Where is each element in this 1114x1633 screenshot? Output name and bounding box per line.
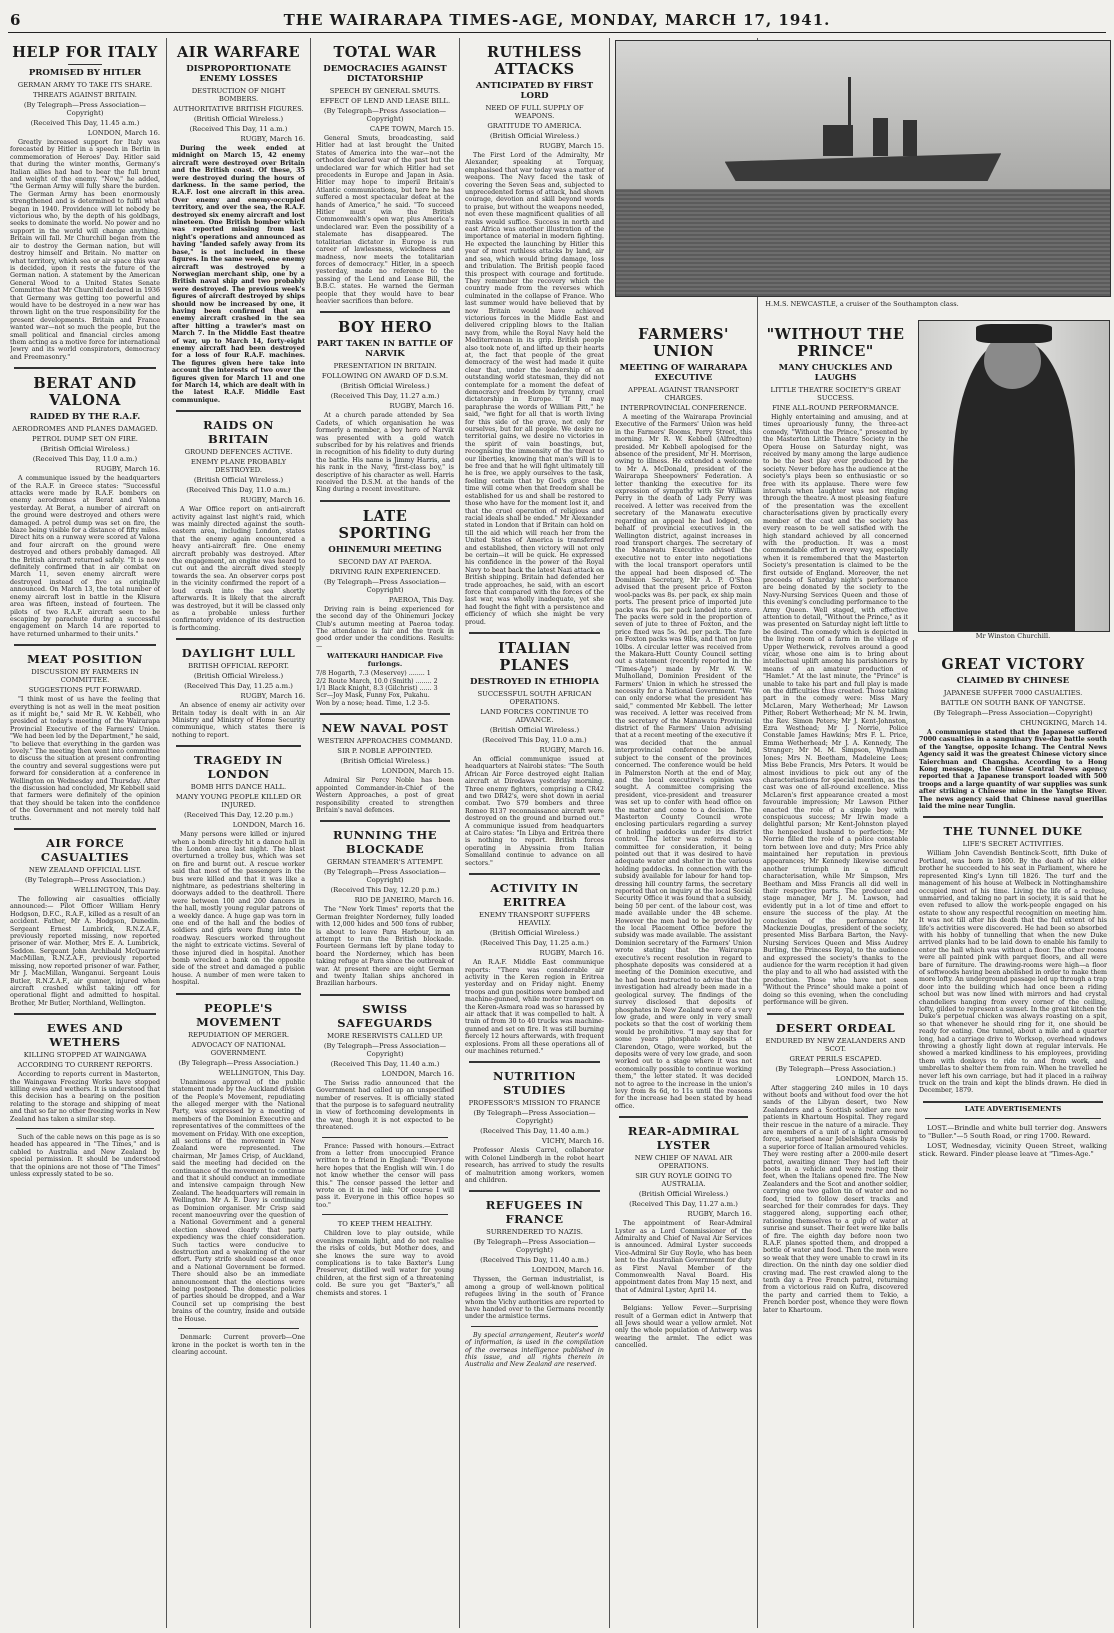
- subheadline: KILLING STOPPED AT WAINGAWA: [23, 1051, 147, 1060]
- credit-line: (By Telegraph—Press Association—Copyright): [473, 1238, 596, 1255]
- column-2: [172, 38, 305, 1628]
- article-peoples-movement: [172, 1001, 305, 1357]
- article-body: The "New York Times" reports that the German freighter Norderney, fully loaded with 12,000 hides and 500 tons of rubber, is about to leave Para Harbour, in an attempt to run the British blockade. Fourteen Germans left by plane today to board the Norderney, which has been taking refuge at Para since the outbreak of war. At present there are eight German and twenty Italian ships anchored in Brazilian harbours.: [316, 906, 454, 988]
- column-rule: [913, 640, 914, 1628]
- article-body: Greatly increased support for Italy was forecasted by Hitler in a speech in Berlin in commemoration of Heroes' Day. Hitler said that during the winter months, Germany's Italian allies had had to bear the full brunt and weight of the enemy. "Now," he added, "the German Army will fully share the burden. The German Army has been enormously strengthened and is determined to fulfil what began in 1940. Providence will let nobody be victorious who, by the depth of his goldbags, seeks to dominate the world. No power and no support in the world will change anything. Britain will fall. Mr Churchill began from the air to destroy the German nation, but will destroy himself and Britain. No matter on what territory, which sea or air space this war is decided, upon it rests the future of the German nation. A statement by the American General Wood to a United States Senate Committee that Mr Churchill declared in 1936 that Germany was getting too powerful and would have to be destroyed in a new war has thrown light on the true responsibility for the present developments. Britain and France wanted war—not so much the people, but the small political and financial circles among them acting as a motive force for international Jewry and its world conspirators, democracy and Freemasonry.": [10, 139, 160, 361]
- credit-line: (By Telegraph—Press Association—Copyright): [323, 107, 447, 123]
- subheadline: SECOND DAY AT PAEROA.: [338, 557, 432, 566]
- photo-caption: H.M.S. NEWCASTLE, a cruiser of the Southampton class.: [765, 300, 959, 308]
- notice-text: By special arrangement, Reuter's world of information, is used in the compilation of the overseas intelligence published in this issue, and all rights therein in Australia and New Zealand are reserved.: [465, 1331, 604, 1369]
- dateline: CAPE TOWN, March 15.: [369, 125, 454, 133]
- credit-line: (British Official Wireless.): [638, 1190, 729, 1199]
- article-italian-planes: [465, 640, 604, 867]
- article-tunnel-duke: [919, 824, 1107, 1094]
- subheadline: NEW ZEALAND OFFICIAL LIST.: [28, 866, 142, 875]
- received-line: (Received This Day, 11.0 a.m.): [186, 486, 291, 495]
- subheadline: SURRENDERED TO NAZIS.: [486, 1228, 583, 1237]
- divider: [176, 993, 301, 995]
- dateline: CHUNGKING, March 14.: [1020, 719, 1107, 727]
- subheadline: WESTERN APPROACHES COMMAND.: [317, 737, 453, 746]
- article-activity-in-eritrea: [465, 881, 604, 1055]
- article-body: An absence of enemy air activity over Britain today is dealt with in an Air Ministry and Ministry of Home Security communique, which states there is nothing to report.: [172, 702, 305, 739]
- article-nutrition-studies: [465, 1069, 604, 1184]
- headline: GREAT VICTORY: [941, 656, 1085, 673]
- subheadline: PROMISED BY HITLER: [28, 68, 142, 78]
- subheadline: SUGGESTIONS PUT FORWARD.: [28, 686, 142, 695]
- ship-mast: [848, 77, 851, 128]
- article-refugees-in-france: [465, 1198, 604, 1368]
- divider: [178, 1328, 299, 1329]
- credit-line: (British Official Wireless.): [40, 445, 130, 454]
- article-body: The following air casualties officially announced:— Pilot Officer William Henry Hodgson, D.F.C., R.A.F., killed as a result of an accident. Father, Mr A. Hodgson, Dunedin. Sergeant Ernest Lumbrick, R.N.Z.A.F., previously reported missing, now reported prisoner of war. Mother, Mrs E. A. Lumbrick, Seddon. Sergeant John Archibald McQuarrie MacMillan, R.N.Z.A.F., previously reported missing, now reported prisoner of war. Father, Mr J. MacMillan, Wanganui. Sergeant Louis Butler, R.N.Z.A.F., air gunner, injured when aircraft crashed whilst taking off for operational flight and admitted to hospital. Brother, Mr Butler, Northland, Wellington.: [10, 896, 160, 1007]
- headline: THE TUNNEL DUKE: [943, 824, 1083, 839]
- dateline: RUGBY, March 16.: [95, 465, 160, 474]
- headline: DESERT ORDEAL: [775, 1020, 896, 1035]
- subheadline: BATTLE ON SOUTH BANK OF YANGTSE.: [940, 699, 1086, 707]
- received-line: (Received This Day, 11.0 a.m.): [32, 455, 138, 464]
- credit-line: (By Telegraph—Press Association—Copyright): [473, 1109, 596, 1126]
- subheadline: GREAT PERILS ESCAPED.: [789, 1054, 882, 1063]
- divider: [176, 410, 301, 412]
- article-body: A communique stated that the Japanese suffered 7000 casualties in a sanguinary five-day battle south of the Yangtse, opposite Ichang. The Central News Agency said it was the greatest Chinese victory since Taierchuan and Changsha. According to a Hong Kong message, the Chinese Central News agency reported that a Japanese transport loaded with 500 troops and a large quantity of war supplies was sunk after striking a Chinese mine in the Yangtse River. The news agency said that Chinese naval guerillas laid the mine near Tunglin.: [919, 729, 1107, 811]
- divider: [925, 1118, 1101, 1119]
- divider: [767, 1013, 904, 1015]
- subheadline: DRIVING RAIN EXPERIENCED.: [329, 567, 441, 576]
- divider: [14, 828, 156, 830]
- headline: FARMERS' UNION: [638, 326, 729, 360]
- article-body: A War Office report on anti-aircraft activity against last night's raid, which was mainly directed against the south-eastern area, including London, states that the enemy again encountered a heavy anti-aircraft fire. One enemy aircraft probably was destroyed. After the engagement, an engine was heard to cut out and the aircraft dived steeply towards the sea. An observer corps post in the vicinity confirmed the report of a loud crash into the sea shortly afterwards. It is likely that the aircraft was destroyed, but it will be classed only as a probable unless further confirmatory evidence of its destruction is forthcoming.: [172, 506, 305, 632]
- subheadline: AERODROMES AND PLANES DAMAGED.: [12, 425, 158, 434]
- received-line: (Received This Day, 11.40 a.m.): [480, 1256, 589, 1265]
- article-ruthless-attacks: [465, 44, 604, 626]
- article-body: Admiral Sir Percy Noble has been appointed Commander-in-Chief of the Western Approaches, a post of great responsibility created to strengthen Britain's naval defences.: [316, 777, 454, 814]
- received-line: (Received This Day, 11.25 a.m.): [480, 939, 589, 948]
- photo-sea: [616, 189, 1110, 296]
- credit-line: (By Telegraph—Press Association—Copyright): [323, 577, 447, 594]
- credit-line: (British Official Wireless.): [193, 115, 284, 123]
- subheadline: ACCORDING TO CURRENT REPORTS.: [17, 1061, 153, 1070]
- received-line: (Received This Day, 11.45 a.m.): [30, 119, 140, 127]
- subheadline: SPEECH BY GENERAL SMUTS.: [329, 87, 441, 95]
- ship-photo: [615, 40, 1111, 297]
- subheadline: SIR GUY ROYLE GOING TO AUSTRALIA.: [635, 1172, 732, 1189]
- credit-line: (By Telegraph—Press Association—Copyright): [323, 868, 447, 885]
- subheadline: PART TAKEN IN BATTLE OF NARVIK: [316, 339, 454, 360]
- article-body: The Swiss radio announced that the Government had called up an unspecified number of reserves. It is officially stated that the purpose is to safeguard neutrality in view of forthcoming developments in the war, though it is not expected to be threatened.: [316, 1079, 454, 1132]
- credit-line: (British Official Wireless.): [340, 757, 430, 766]
- column-rule: [166, 38, 167, 1628]
- article-body: William John Cavendish Bentinck-Scott, fifth Duke of Portland, was born in 1800. By the death of his elder brother he succeeded to his seat in Parliament, where he represented King's Lynn till 1826. The turf and the management of his house at Welbeck in Nottinghamshire occupied most of his time. Living the life of a recluse, unmarried, and taking no part in society, it is said that he even refused to allow the work-people engaged on his estate to show any respectful recognition on meeting him. It was not till after his death that the full extent of his life's activities were discovered. He had been so absorbed with his hobby of tunnelling that when the new Duke arrived planks had to be laid down to enable his family to enter the hall which was without a floor. The other rooms were all painted pink with parquet floors, and all were bare of furniture. The drawing-rooms were high—a floor of softwoods having been abolished in order to make them more lofty. An underground passage led up through a trap door into the building which had once been a riding school but was now lined with mirrors and had crystal chandeliers hanging from every corner of the ceiling, lofty, gilded to represent a sunset. In the great kitchen the Duke's perpetual chicken was always roasting on a spit, so that whenever he should ring for it, one should be ready for eating. One tunnel, about a mile and a quarter long, had a carriage drive to Worksop, overhead windows throwing a ghostly light down at regular intervals. He showed a marked kindliness to his employees, providing them with donkeys to ride to and from work, and umbrellas to shelter them from rain. When he travelled he never left his own carriage, but had it placed in a railway truck on the train and kept the blinds drawn. He died in December, 1879.: [919, 850, 1107, 1095]
- headline: TOTAL WAR: [333, 44, 437, 61]
- article-new-naval-post: [316, 721, 454, 814]
- credit-line: (British Official Wireless.): [340, 382, 430, 391]
- headline: MEAT POSITION: [27, 652, 143, 667]
- late-advertisements: [919, 1105, 1107, 1158]
- subheadline: EFFECT OF LEND AND LEASE BILL.: [319, 97, 451, 105]
- dateline: RIO DE JANEIRO, March 16.: [354, 896, 454, 905]
- notice-text: Such of the cable news on this page as is so headed has appeared in "The Times," and is cabled to Australia and New Zealand by special permission. It should be understood that the opinions are not those of "The Times" unless expressly stated to be so.: [10, 1133, 160, 1178]
- page-number: 6: [10, 11, 21, 29]
- article-air-warfare: [172, 44, 305, 404]
- article-swiss-safeguards: [316, 1002, 454, 1297]
- article-body: A communique issued by the headquarters of the R.A.F. in Greece states: "Successful attacks were made by R.A.F. bombers on enemy aerodromes at Berat and Valona yesterday. At Berat, a number of aircraft on the ground were destroyed and others were damaged. A petrol dump was set on fire, the blaze being visible for a distance of fifty miles. Direct hits on a runway were scored at Valona and four aircraft on the ground were destroyed and others probably damaged. All the British aircraft returned safely. "It is now definitely confirmed that in air combat on March 11, seven enemy aircraft were destroyed instead of five as originally announced. On March 13, the total number of enemy aircraft lost in battle in the Klisura area was fifteen, instead of fourteen. The pilots of two R.A.F. aircraft seen to be escaping by parachute during a successful engagement on March 14 are reported to have returned unharmed to their units.": [10, 475, 160, 638]
- article-raids-on-britain: [172, 418, 305, 632]
- divider: [621, 1299, 746, 1300]
- credit-line: (British Official Wireless.): [489, 726, 580, 734]
- subheadline: THREATS AGAINST BRITAIN.: [33, 91, 137, 99]
- received-line: (Received This Day, 11.25 a.m.): [184, 682, 293, 691]
- dateline: RUGBY, March 16.: [539, 746, 604, 754]
- divider: [619, 1116, 748, 1118]
- divider: [14, 1013, 156, 1015]
- subheadline: ADVOCACY OF NATIONAL GOVERNMENT.: [191, 1040, 286, 1057]
- photo-caption: Mr Winston Churchill.: [975, 632, 1051, 640]
- figure-hat: [976, 324, 1052, 343]
- dateline: LONDON, March 15.: [381, 767, 454, 776]
- article-great-victory: [919, 656, 1107, 810]
- subheadline: BRITISH OFFICIAL REPORT.: [188, 662, 289, 671]
- article-body: During the week ended at midnight on March 15, 42 enemy aircraft were destroyed over Britain and the British coast. Of these, 35 were destroyed during the hours of darkness. In the same period, the R.A.F. lost one aircraft in this area. Over enemy and enemy-occupied territory, and over the sea, the R.A.F. destroyed six enemy aircraft and lost nineteen. One British bomber which was reported missing from last night's operations and announced as having "landed safely away from its base," is not included in these figures. In the same week, one enemy aircraft was destroyed by a Norwegian merchant ship, one by a British naval ship and two probably were destroyed. The previous week's figures of aircraft destroyed by ships should now be increased by one, it having been confirmed that an enemy aircraft crashed in the sea after hitting a trawler's mast on March 7. In the Middle East theatre of war, up to March 14, forty-eight enemy aircraft had been destroyed for a loss of four R.A.F. machines. The figures given here take into account the interests of two over the figures given for March 11 and one for March 14, which are dealt with in the latest R.A.F. Middle East communique.: [172, 145, 305, 404]
- subheadline: PETROL DUMP SET ON FIRE.: [32, 435, 138, 444]
- divider: [469, 632, 600, 634]
- divider: [320, 820, 450, 822]
- dateline: LONDON, March 16.: [232, 821, 305, 830]
- article-body: The First Lord of the Admiralty, Mr Alexander, speaking at Torquay, emphasised that war today was a matter of weapons. The Navy faced the task of covering the Seven Seas and, subjected to unprecedented forms of attack, had shown courage, devotion and skill beyond words to praise, but without the weapons needed, not even these magnificent qualities of all ranks would suffice. Success in north and east Africa was another illustration of the importance of material in modern fighting. He expected the launching by Hitler this year of most ruthless attacks by land, air and sea, which would bring damage, loss and tribulation. The British people faced this prospect with courage and fortitude. They remember the recovery which the country made from the reverses which culminated in the collapse of France. Who last summer would have believed that by now Britain would have achieved victorious forces in the Middle East and delivered crippling blows to the Italian navy from, while the Royal Navy held the Mediterranean in its grip. British people also took note of, and lifted up their hearts at, the fact that people of the great democracy of the west had made it quite clear that, under the leadership of an outstanding world statesman, they did not contemplate for a moment the defeat of democracy and freedom by tyranny, cruel dictatorship in Europe. "If I may paraphrase the words of William Pitt," he said, "we fight for all that is worth living for this side of the grave, not only for ourselves, but for all people. We desire no territorial gains, we desire no victories in the spirit of vain boastings, but, recognising the immensity of the threat to our liberties, knowing that man's will is to be free and that he will fight ultimately till he is free, we apply ourselves to the task, feeling certain that by God's grace the time will come when that freedom shall be established for us and shall be restored to those who have for the moment lost it, and that the cruel operation of religious and racial ideals shall be ended." Mr Alexander stated in London that if Britain can hold on till the aid which will reach her from the United States of America is transferred and established, then victory will not only be certain—it will be quick. He expressed his confidence in the power of the Royal Navy to beat back the latest Nazi attack on British shipping. Britain had defended her trade approaches, he said, with an escort force that compared with the forces of the last war, was wholly inadequate, yet she had fought the fight with a persistence and efficiency of which she might be very proud.: [465, 152, 604, 626]
- article-body: Thyssen, the German industrialist, is among a group of well-known political refugees living in the south of France whom the Vichy authorities are reported to have handed over to the Germans recently under the armistice terms.: [465, 1276, 604, 1321]
- dateline: RUGBY, March 16.: [240, 496, 305, 505]
- credit-line: (British Official Wireless.): [489, 132, 580, 140]
- headline: RAIDS ON BRITAIN: [203, 418, 274, 447]
- headline: BOY HERO: [338, 319, 432, 337]
- race-title: WAITEKAURI HANDICAP. Five furlongs.: [327, 652, 443, 669]
- headline: HELP FOR ITALY: [12, 44, 158, 61]
- divider: [469, 873, 600, 875]
- race-margin: Won by a nose; head. Time, 1.2 3-5.: [316, 699, 430, 707]
- divider: [322, 1137, 448, 1138]
- masthead-title: THE WAIRARAPA TIMES-AGE, MONDAY, MARCH 17, 1941.: [283, 11, 831, 29]
- headline: AIR WARFARE: [176, 44, 301, 61]
- subheadline: LIFE'S SECRET ACTIVITIES.: [962, 840, 1064, 849]
- dateline: RUGBY, March 16.: [389, 402, 454, 411]
- column-rule: [310, 38, 311, 1628]
- received-line: (Received This Day, 11.40 a.m.): [330, 1059, 440, 1068]
- headline: RUTHLESS ATTACKS: [486, 44, 583, 78]
- headline: NEW NAVAL POST: [321, 721, 449, 736]
- advert-body: Children love to play outside, while evenings remain light, and do not realise the risks of colds, but Mother does, and she knows the sure way to avoid complications is to take Baxter's Lung Preserver, distilled well water for young children, at the first sign of a threatening cold. Be sure you get "Baxter's," all chemists and stores. 1: [316, 1230, 454, 1297]
- article-body: Unanimous approval of the public statement made by the Auckland division of the People's Movement, repudiating the alleged merger with the National Party, was expressed by a meeting of members of the Dominion Executive and representatives of the committees of the movement on Friday. With one exception, all sections of the movement in New Zealand were represented. The chairman, Mr James Crisp, of Auckland, said the meeting had decided on the continuance of the movement to continue and that it should conduct an immediate and intensive campaign through New Zealand. The headquarters will remain in Wellington. Mr A. E. Davy is continuing as Dominion organiser. Mr Crisp said recent manoeuvring over the question of a National Government and a general election showed clearly that party expediency was the chief consideration. Such tactics were conducive to destruction and a weakening of the war effort. Party strife should cease at once and a National Government be formed. There should also be an immediate announcement that the elections were being postponed. The domestic policies of parties should be dropped, and a War Council set up comprising the best brains of the country, inside and outside the House.: [172, 1078, 305, 1323]
- subheadline: MANY YOUNG PEOPLE KILLED OR INJURED.: [175, 793, 302, 810]
- article-desert-ordeal: [763, 1021, 908, 1315]
- article-meat-position: [10, 652, 160, 822]
- subheadline: DESTRUCTION OF NIGHT BOMBERS.: [191, 87, 286, 103]
- race-result: 2/2 Route March, 10.0 (Smith) ........ 2: [316, 677, 438, 685]
- divider: [14, 367, 156, 369]
- subheadline: CLAIMED BY CHINESE: [956, 676, 1070, 686]
- subheadline: MEETING OF WAIRARAPA EXECUTIVE: [619, 363, 748, 383]
- subheadline: FINE ALL-ROUND PERFORMANCE.: [772, 404, 899, 412]
- article-body: At a church parade attended by Sea Cadets, of which organisation he was formerly a member, a boy hero of Narvik was presented with a gold watch subscribed for by his relatives and friends in recognition of his fidelity to duty during the battle. His name is Jimmy Harris, and his rank in the Navy, "first-class boy," is descriptive of his character as well. Harris received the D.S.M. at the hands of the King during a recent investiture.: [316, 412, 454, 494]
- dateline: LONDON, March 16.: [381, 1069, 454, 1078]
- divider: [322, 1214, 448, 1215]
- ship-bridge: [823, 125, 853, 156]
- dateline: RUGBY, March 16.: [240, 692, 305, 701]
- column-4: [465, 38, 604, 1628]
- article-tragedy-in-london: [172, 753, 305, 987]
- filler-text: Belgians: Yellow Fever.—Surprising result of a German edict in Antwerp that all Jews should wear a yellow armlet. Not only the whole population of Antwerp was wearing the armlet. The edict was cancelled.: [615, 1305, 752, 1350]
- article-body: "I think most of us have the feeling that everything is not as well in the meat position as it might be," said Mr R. W. Kebbell, who presided at today's meeting of the Wairarapa Provincial Executive of the Farmers' Union. "We had been led by the Department," he said, "to believe that everything in the garden was lovely." The meeting then went into committee to discuss the situation at present confronting the country and several suggestions were put forward for consideration at a conference in Wellington on Wednesday and Thursday. After the discussion had concluded, Mr Kebbell said that farmers were definitely of the opinion that they should be taken into the confidence of the Government and not merely told half truths.: [10, 696, 160, 822]
- race-scratchings: Scr—Joy Mask, Funny Fox, Pukahu.: [316, 692, 430, 700]
- received-line: (Received This Day, 12.20 p.m.): [330, 886, 440, 895]
- subheadline: GRATITUDE TO AMERICA.: [487, 122, 582, 130]
- column-rule: [459, 38, 460, 1628]
- received-line: (Received This Day, 11.27 a.m.): [629, 1200, 738, 1209]
- article-body: An R.A.F. Middle East communique reports: "There was considerable air activity in the Keren region in Eritrea yesterday and on Friday night. Enemy troops and gun positions were bombed and machine-gunned, while motor transport on the Keren-Asmara road was so harassed by air attack that it was compelled to halt. A train of from 30 to 40 trucks was machine-gunned and set on fire. It was still burning fiercely 12 hours afterwards, with frequent explosions. From all these operations all of our machines returned.": [465, 959, 604, 1055]
- subheadline: ENEMY TRANSPORT SUFFERS HEAVILY.: [478, 911, 591, 928]
- article-body: After staggering 240 miles in 10 days without boots and without food over the hot sands of the Libyan desert, two New Zealanders and a Scottish soldier are now patients in Khartoum Hospital. They regard their rescue in the nature of a miracle. They are members of a unit of a light armoured force, surprised near Jebelshshara Oasis by a superior force of Italian armoured vehicles. They were resting after a 2000-mile desert patrol, awaiting dinner. They had left their boots in a vehicle and were resting their feet, when the Italians opened fire. The New Zealanders and the Scot and another soldier, carrying one two gallon tin of water and no food, tried to follow desert tracks and searched for their comrades for days. They staggered along, supporting each other, rationing themselves to a gulp of water at sunrise and sunset. Their feet were like balls of fire. The eighth day before noon two R.A.F. planes spotted them, and dropped a bottle of water and food. Then the men were so weak that they were unable to crawl in its direction. On the ninth day one soldier died craving mad. The rest crawled along to the tenth day a Free French patrol, returning from a victorious raid on Kufra, discovered the party and carried them to Tekio, a French border post, whence they were flown later to Khartoum.: [763, 1084, 908, 1314]
- headline: REAR-ADMIRAL LYSTER: [627, 1124, 740, 1153]
- ship-funnel: [903, 120, 918, 156]
- article-body: The appointment of Rear-Admiral Lyster as a Lord Commissioner of the Admiralty and Chief of Naval Air Services is announced. Admiral Lyster succeeds Vice-Admiral Sir Guy Royle, who has been lent to the Australian Government for duty as First Naval Member of the Commonwealth Naval Board. His appointment dates from May 15 next, and that of Admiral Lyster, April 14.: [615, 1220, 752, 1294]
- divider: [471, 1326, 598, 1327]
- divider: [320, 713, 450, 715]
- subheadline: DEMOCRACIES AGAINST DICTATORSHIP: [323, 64, 447, 84]
- subheadline: AUTHORITATIVE BRITISH FIGURES.: [173, 105, 304, 113]
- credit-line: (British Official Wireless.): [193, 476, 284, 485]
- dateline: LONDON, March 15.: [835, 1074, 908, 1083]
- article-help-for-italy: [10, 44, 160, 361]
- headline: ITALIAN PLANES: [497, 640, 571, 674]
- received-line: (Received This Day, 11.40 a.m.): [480, 1127, 589, 1136]
- article-body: Highly entertaining and amusing, and at times uproariously funny, the three-act comedy, "Without the Prince," presented by the Masterton Little Theatre Society in the Opera House on Saturday night, was received by many among the large audience to be the best play ever produced by the society. Never before has the audience at the society's plays been so enthusiastic or so free with its applause. There were few intervals when laughter was not ringing through the theatre. A most pleasing feature of the presentation was the excellent characterisations given by practically every member of the cast and the society has every reason to be well satisfied with the high standard achieved by all concerned with the production. It was a most commendable effort in every way, especially when it is remembered that the Masterton Society's presentation is claimed to be the first outside of England. Moreover, the net proceeds of Saturday night's performance are being donated by the society to the Navy-Nursing Services Queen and those of this evening's concluding performance to the Army Queen. Well staged, with effective attention to detail, "Without the Prince," as it was presented on Saturday night left little to be desired. The comedy which is depicted in the living room of a farm in the village of Upper Wetherwick, revolves around a good vicar, whose one aim is to bring about intellectual uplift among his parishioners by means of an amateur production of "Hamlet." At the last minute, the "Prince" is unable to take his part and full play is made on the difficulties thus created. Those taking part in the comedy were: Miss Mary McLaren, Mary Wetherhead; Mr Lawson Pither, Robert Wetherhead; Mr N. M. Irwin, the Rev. Simon Peters; Mr J. Kent-Johnston, Ezra Westhead; Mr J. Norrie, Police Constable James Hawkins; Mrs F. L. Price, Emma Wetherhead; Mr J. A. Kennedy, The Stranger; Mr M. M. Simpson, Wyndham Jones; Mrs N. Beetham, Madeleine Lees; Miss Bebe Francis, Mrs Peters. It would be almost invidious to pick out any of the characterisations for special mention, as the cast was one of all-round excellence. Miss McLaren's first appearance created a most favourable impression; Mr Lawson Pither enacted the role of a simple boy with conspicuous success; Mr Irwin made a delightful parson; Mr Kent-Johnston played the henpecked husband to perfection; Mr Norrie filled the role of a police constable torn between love and duty; Mrs Price ably maintained her reputation in previous appearances; Mr Kennedy likewise secured another triumph in a difficult characterisation, while Mr Simpson, Mrs Beetham and Miss Francis all did well in their respective parts. The producer and stage manager, Mr J. M. Lawson, had evidently put in a lot of time and effort to ensure the success of the play. At the conclusion of the performance Mr Mackenzie Douglas, president of the society, presented Miss Barbara Barton, the Navy-Nursing Services Queen and Miss Audrey Burling, the Princess Royal, to the audience and expressed the society's thanks to the audience for the warm reception it had given the play and to all who had assisted with the production. Those who have not seen "Without the Prince" should make a point of doing so this evening, when the concluding performance will be given.: [763, 414, 908, 1007]
- credit-line: (By Telegraph—Press Association—Copyright): [23, 101, 147, 117]
- divider: [923, 1101, 1103, 1103]
- column-1: [10, 38, 160, 1628]
- headline: LATE SPORTING: [338, 507, 432, 542]
- column-7: [919, 650, 1107, 1628]
- column-5: [615, 320, 752, 1628]
- subheadline: PROFESSOR'S MISSION TO FRANCE: [468, 1099, 601, 1108]
- credit-line: (By Telegraph—Press Association.): [24, 876, 146, 885]
- headline: RUNNING THE BLOCKADE: [332, 828, 437, 857]
- article-berat-and-valona: [10, 375, 160, 638]
- divider: [176, 638, 301, 640]
- column-rule: [609, 38, 610, 1628]
- divider: [176, 745, 301, 747]
- credit-line: (By Telegraph—Press Association.): [178, 1058, 299, 1067]
- subheadline: GROUND DEFENCES ACTIVE.: [184, 448, 293, 457]
- dateline: LONDON, March 16.: [87, 129, 160, 137]
- headline: "WITHOUT THE PRINCE": [766, 326, 905, 360]
- headline: BERAT AND VALONA: [33, 375, 137, 410]
- divider: [923, 816, 1103, 818]
- divider: [16, 1128, 154, 1129]
- subheadline: NEW CHIEF OF NAVAL AIR OPERATIONS.: [634, 1154, 733, 1171]
- subheadline: ENEMY PLANE PROBABLY DESTROYED.: [190, 458, 287, 475]
- headline: SWISS SAFEGUARDS: [337, 1001, 433, 1030]
- churchill-photo: [918, 320, 1110, 632]
- subheadline: JAPANESE SUFFER 7000 CASUALTIES.: [943, 689, 1083, 697]
- headline: PEOPLE'S MOVEMENT: [196, 1000, 281, 1029]
- subheadline: PRESENTATION IN BRITAIN.: [333, 362, 437, 371]
- filler-text: France: Passed with honours.—Extract from a letter from unoccupied France written to a friend in England: "Everyone here hopes that the English will win. I do not know whether the censor will pass this." The censor passed the letter and wrote on it in red ink: "Of course I will pass it. Everyone in this office hopes so too.": [316, 1142, 454, 1209]
- dateline: RUGBY, March 16.: [687, 1210, 752, 1219]
- subheadline: LAND FORCES CONTINUE TO ADVANCE.: [480, 708, 589, 724]
- filler-text: Denmark: Current proverb—One krone in the pocket is worth ten in the clearing account.: [172, 1334, 305, 1356]
- article-ewes-and-wethers: [10, 1021, 160, 1178]
- received-line: (Received This Day, 11.0 a.m.): [482, 736, 587, 744]
- headline: TRAGEDY IN LONDON: [194, 753, 283, 782]
- headline: ACTIVITY IN ERITREA: [490, 881, 579, 910]
- divider: [14, 644, 156, 646]
- subheadline: DESTROYED IN ETHIOPIA: [470, 677, 599, 687]
- article-body: General Smuts, broadcasting, said Hitler had at last brought the United States of America into the war—not the orthodox declared war of the past but the undeclared war for which Hitler had set precedents in Europe and Japan in Asia. Hitler may hope to imperil Britain's Atlantic communications, but here he has suffered a most spectacular defeat at the hands of America," he said. "To succeed Hitler must win the British Commonwealth's open war, plus America's undeclared war. Even the possibility of a stalemate has disappeared. The totalitarian dictator in Europe is run career of lawlessness, wickedness and madness, now meets the totalitarian forces of democracy." Hitler, in a speech yesterday, made no reference to the passing of the Lend and Lease Bill, the B.B.C. states. He warned the German people that they would have to bear heavier sacrifices than before.: [316, 135, 454, 305]
- dateline: LONDON, March 16.: [531, 1266, 604, 1275]
- subheadline: INTERPROVINCIAL CONFERENCE.: [620, 404, 747, 412]
- headline: NUTRITION STUDIES: [492, 1069, 576, 1098]
- article-late-sporting: [316, 508, 454, 707]
- subheadline: MORE RESERVISTS CALLED UP.: [327, 1031, 443, 1040]
- subheadline: GERMAN ARMY TO TAKE ITS SHARE.: [17, 81, 153, 89]
- credit-line: (British Official Wireless.): [193, 672, 284, 681]
- subheadline: ANTICIPATED BY FIRST LORD: [475, 81, 594, 101]
- article-body: Professor Alexis Carrel, collaborator with Colonel Lindbergh in the robot heart research, has arrived to study the results of malnutrition among workers, women and children.: [465, 1147, 604, 1184]
- subheadline: LITTLE THEATRE SOCIETY'S GREAT SUCCESS.: [770, 386, 901, 402]
- subheadline: BOMB HITS DANCE HALL.: [190, 783, 287, 792]
- subheadline: FOLLOWING ON AWARD OF D.S.M.: [321, 372, 449, 381]
- subheadline: DISCUSSION BY FARMERS IN COMMITTEE.: [31, 668, 139, 685]
- divider: [320, 500, 450, 502]
- article-air-force-casualties: [10, 836, 160, 1007]
- race-result: 1/1 Black Knight, 8.3 (Gilchrist) ...... 3: [316, 685, 438, 693]
- credit-line: (By Telegraph—Press Association.): [775, 1064, 896, 1073]
- subheadline: OHINEMURI MEETING: [328, 544, 442, 555]
- received-line: (Received This Day, 12.20 p.m.): [183, 811, 294, 820]
- article-body: A meeting of the Wairarapa Provincial Executive of the Farmers' Union was held in the Farmers' Rooms, Perry Street, this morning. Mr R. W. Kebbell (Alfredton) presided. Mr Kebbell apologised for the absence of the president, Mr H. Morrison, owing to illness. He extended a welcome to Mr A. McDonald, president of the Wairarapa Sheepowners' Federation. A letter thanking the executive for its expression of sympathy with Sir William Perry in the death of Lady Perry was received. A letter was received from the secretary of the Manawatu executive regarding an appeal he had lodged, on behalf of provincial executives in the Wellington district, against increases in road transport charges. The secretary of the Manawatu Executive advised the executive not to enter into negotiations with the local transport operators until the appeal had been disposed of. The Dominion Secretary, Mr A. P. O'Shea advised that the present price of Foxton wool-packs was 8s. per pack, ex ship main ports. The present price of imported jute packs was 6s. per pack landed into store. The packs were sold in the proportion of seven of jute to three of Foxton, and the price fixed was 5s. 9d. per pack. The fare on Foxton packs was 9lbs, and that on jute 10lbs. A circular letter was received from the Makara-Hutt County Council setting out a statement (recently reported in the "Times-Age") made by Mr W. W. Mulholland, Dominion President of the Farmers' Union in which he stressed the necessity for a National Government. "We can only endorse what the president has said," commented Mr Kebbell. The letter was received. A letter was received from the secretary of the Manawatu Provincial district of the Farmers' Union advising that at a recent meeting of the executive it was decided that the annual interprovincial conference be held, subject to the consent of the provinces concerned. The conference would be held in Palmerston North at the end of May, and the local executive's opinion was sought. A committee comprising the president, vice-president and treasurer was set up to confer with head office on the matter and come to a decision. The Masterton County Council wrote enclosing particulars regarding a survey of holding paddocks under its district control. The letter was referred to a committee for consideration, it being pointed out that it was desired to have adequate water and shelter in the various holding paddocks. In connection with the subsidy available for labour for hand top-dressing hill country farms, the secretary reported that on inquiry at the local Social Security Office it was found that a subsidy, being 50 per cent. of the labour cost, was made available under the 4B scheme. However the men had to be provided by the local Placement Office before the subsidy was made available. The assistant Dominion secretary of the Farmers' Union wrote stating that the Wairarapa executive's recent resolution in regard to phosphate deposits was considered at a meeting of the Dominion executive, and he had been instructed to advise that the investigation had already been made in a geological survey. The findings of the survey disclosed that deposits of phosphates in New Zealand were of a very low grade, and were only in very small pockets so that the cost of working them would be prohibitive. "I may say that for some years phosphate deposits at Clarendon, Otago, were worked, but the deposits were of very low grade, and soon worked out to a stage where it was not economically possible to continue working them," the letter stated. It was decided not to agree to the increase in the union's levy from 8s 6d, to 11s until the reasons for the increase had been stated by head office.: [615, 414, 752, 1110]
- subheadline: SUCCESSFUL SOUTH AFRICAN OPERATIONS.: [477, 690, 592, 706]
- article-boy-hero: [316, 319, 454, 493]
- race-result: 7/8 Hogarth, 7.3 (Meservey) ........ 1: [316, 670, 431, 678]
- headline: EWES AND WETHERS: [46, 1021, 124, 1050]
- article-body: An official communique issued at headquarters at Nairobi states: "The South African Air Force destroyed eight Italian aircraft at Diredawa yesterday morning. Three enemy fighters, comprising a CR42 and two DR42's, were shot down in aerial combat. Two S79 bombers and three Romeo R137 reconnaissance aircraft were destroyed on the ground and burned out." A communique issued from headquarters at Cairo states: "In Libya and Eritrea there is nothing to report. British forces operating in Abyssinia from Italian Somaliland continue to advance on all sectors.": [465, 756, 604, 867]
- divider: [320, 994, 450, 996]
- dateline: WELLINGTON, This Day.: [73, 886, 160, 895]
- dateline: VICHY, March 16.: [541, 1137, 604, 1146]
- dateline: RUGBY, March 16.: [240, 135, 305, 143]
- credit-line: (By Telegraph—Press Association—Copyright): [323, 1041, 447, 1058]
- subheadline: NEED OF FULL SUPPLY OF WEAPONS.: [485, 104, 584, 120]
- article-farmers-union: [615, 326, 752, 1110]
- article-body: Many persons were killed or injured when a bomb directly hit a dance hall in the London area last night. The blast overturned a trolley bus, which was set on fire and burnt out. A rescue worker said that most of the passengers in the bus were killed and that it was like a nightmare, as pedestrians sheltering in doorways added to the deathroll. There were between 100 and 200 dancers in the hall, mostly young regular patrons of a weekly dance. A huge gap was torn in one end of the hall and the bodies of soldiers and girls were flung into the roadway. Rescuers worked throughout the night to extricate victims. Several of those injured died in hospital. Another bomb wrecked a bank on the opposite side of the street and damaged a public house. A number of men were taken to hospital.: [172, 831, 305, 987]
- article-total-war: [316, 44, 454, 305]
- headline: REFUGEES IN FRANCE: [485, 1198, 584, 1227]
- article-daylight-lull: [172, 646, 305, 739]
- headline: AIR FORCE CASUALTIES: [40, 836, 130, 865]
- article-body: Driving rain is being experienced for the second day of the Ohinemuri Jockey Club's autumn meeting at Paeroa today. The attendance is fair and the track in good order under the conditions. Results:—: [316, 605, 454, 650]
- divider: [469, 1190, 600, 1192]
- article-rear-admiral-lyster: [615, 1124, 752, 1350]
- divider: [320, 311, 450, 313]
- subheadline: SIR P. NOBLE APPOINTED.: [337, 747, 433, 756]
- subheadline: REPUDIATION OF MERGER.: [188, 1030, 289, 1039]
- section-heading: LATE ADVERTISEMENTS: [964, 1104, 1062, 1113]
- subheadline: ENDURED BY NEW ZEALANDERS AND SCOT.: [765, 1036, 906, 1053]
- classified-ad: LOST.—Brindle and white bull terrier dog. Answers to "Buller."—5 South Road, or ring 1700. Reward.: [919, 1123, 1107, 1140]
- article-body: According to reports current in Masterton, the Waingawa Freezing Works have stopped killing ewes and wethers. It is understood that this decision has a bearing on the position relating to the storage and shipping of meat and that so far no other freezing works in New Zealand has taken a similar step.: [10, 1071, 160, 1123]
- dateline: RUGBY, March 16.: [539, 949, 604, 958]
- subheadline: DISPROPORTIONATE ENEMY LOSSES: [186, 64, 291, 84]
- dateline: PAEROA, This Day.: [388, 595, 454, 604]
- subheadline: RAIDED BY THE R.A.F.: [29, 412, 141, 423]
- subheadline: GERMAN STEAMER'S ATTEMPT.: [326, 858, 444, 867]
- article-without-the-prince: [763, 326, 908, 1007]
- received-line: (Received This Day, 11 a.m.): [189, 125, 288, 133]
- credit-line: (British Official Wireless.): [489, 929, 580, 938]
- received-line: (Received This Day, 11.27 a.m.): [330, 392, 440, 401]
- column-3: [316, 38, 454, 1628]
- subheadline: APPEAL AGAINST TRANSPORT CHARGES.: [628, 386, 739, 402]
- classified-ad: LOST, Wednesday, vicinity Queen Street, walking stick. Reward. Finder please leave at "Times-Age.": [919, 1141, 1107, 1158]
- article-running-the-blockade: [316, 828, 454, 987]
- subheadline: MANY CHUCKLES AND LAUGHS: [778, 363, 893, 383]
- ship-funnel: [873, 118, 888, 156]
- divider: [469, 1061, 600, 1063]
- column-6: [763, 320, 908, 1628]
- masthead: [8, 10, 1106, 33]
- dateline: RUGBY, March 15.: [539, 142, 604, 150]
- divider: [68, 64, 102, 65]
- advert-heading: TO KEEP THEM HEALTHY.: [337, 1220, 433, 1229]
- credit-line: (By Telegraph—Press Association—Copyright): [933, 709, 1093, 717]
- dateline: WELLINGTON, This Day.: [218, 1068, 305, 1077]
- headline: DAYLIGHT LULL: [181, 646, 296, 661]
